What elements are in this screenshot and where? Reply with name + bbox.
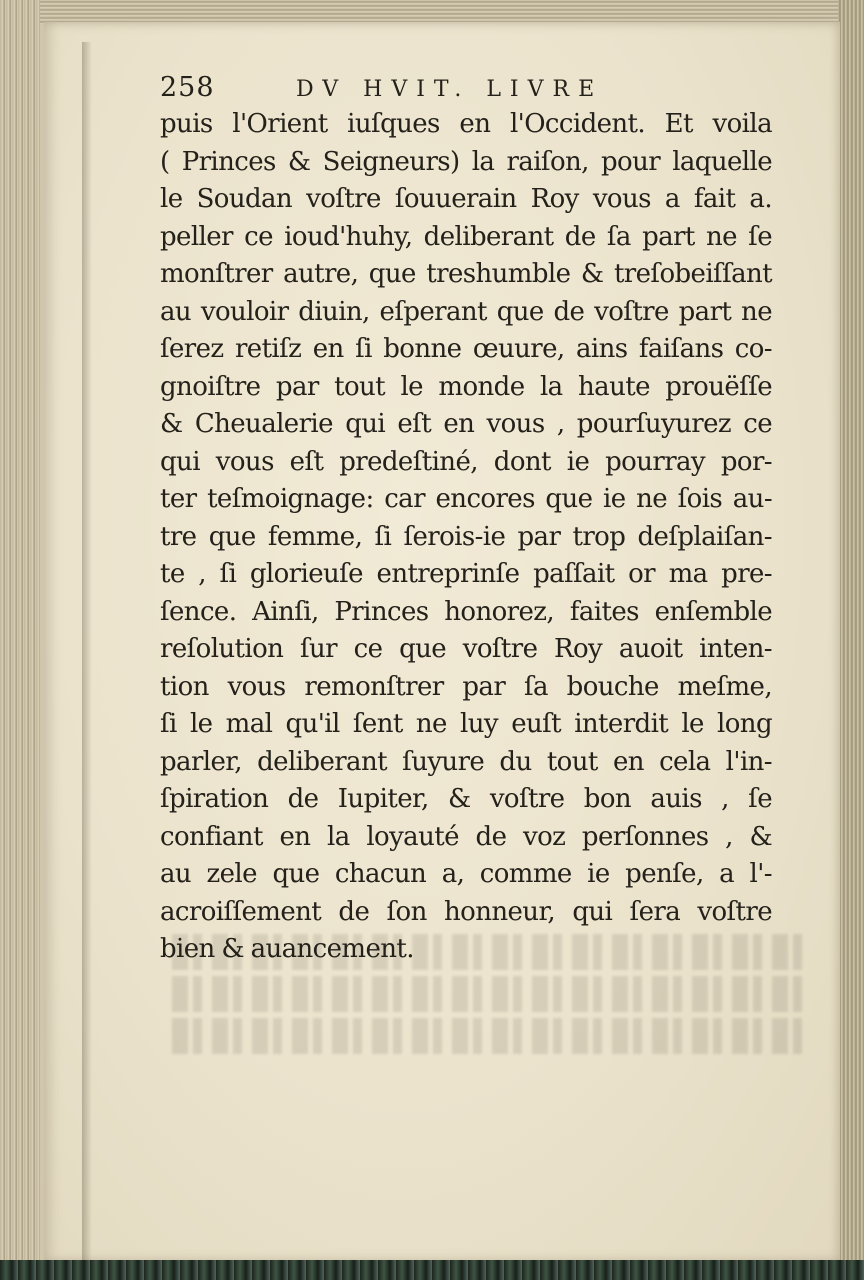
book-top-edge <box>20 0 864 24</box>
text-line: tion vous remonſtrer par ſa bouche meſme, <box>160 671 772 702</box>
running-title: DV HVIT. LIVRE <box>296 77 604 102</box>
text-line: tre que femme, ſi ſerois-ie par trop deſplaiſan- <box>160 521 772 552</box>
text-line: ſerez retiſz en ſi bonne œuure, ains faiſans co- <box>160 334 772 364</box>
text-line: ter teſmoignage: car encores que ie ne ſois au- <box>160 484 772 514</box>
text-line: acroiſſement de ſon honneur, qui ſera voſtre <box>160 896 772 927</box>
text-line: & Cheualerie qui eſt en vous , pourſuyurez ce <box>160 409 772 439</box>
text-line: te , ſi glorieuſe entreprinſe paſſait or ma pre- <box>160 559 772 589</box>
text-line: ( Princes & Seigneurs) la raiſon, pour laquelle <box>160 146 772 177</box>
text-block <box>160 70 772 969</box>
text-line: le Soudan voſtre ſouuerain Roy vous a fait a. <box>160 184 772 214</box>
text-line: confiant en la loyauté de voz perſonnes , & <box>160 821 772 852</box>
text-line-last: bien & auancement. <box>160 934 414 964</box>
text-line: au zele que chacun a, comme ie penſe, a l'- <box>160 859 772 889</box>
body-text <box>160 106 772 969</box>
gutter-shadow <box>82 42 92 1280</box>
text-line: monſtrer autre, que treshumble & treſobeiſſant <box>160 259 772 289</box>
text-line: ſpiration de Iupiter, & voſtre bon auis , ſe <box>160 784 772 814</box>
text-line: ſi le mal qu'il ſent ne luy euſt interdit le long <box>160 709 772 739</box>
text-line: qui vous eſt predeſtiné, dont ie pourray por- <box>160 446 772 477</box>
text-line: gnoiſtre par tout le monde la haute prouëſſe <box>160 371 772 402</box>
running-head <box>160 70 772 106</box>
text-line: peller ce ioud'huhy, deliberant de ſa part ne ſe <box>160 221 772 252</box>
stacked-page-edges <box>0 0 40 1280</box>
text-line: au vouloir diuin, eſperant que de voſtre part ne <box>160 296 772 327</box>
page-number: 258 <box>160 72 215 103</box>
right-page-edge <box>838 0 864 1280</box>
text-line: puis l'Orient iuſques en l'Occident. Et voila <box>160 109 772 139</box>
text-line: ſence. Ainſi, Princes honorez, faites enſemble <box>160 596 772 627</box>
background-cloth <box>0 1260 864 1280</box>
text-line: reſolution ſur ce que voſtre Roy auoit inten- <box>160 634 772 664</box>
text-line: parler, deliberant ſuyure du tout en cela l'in- <box>160 746 772 777</box>
